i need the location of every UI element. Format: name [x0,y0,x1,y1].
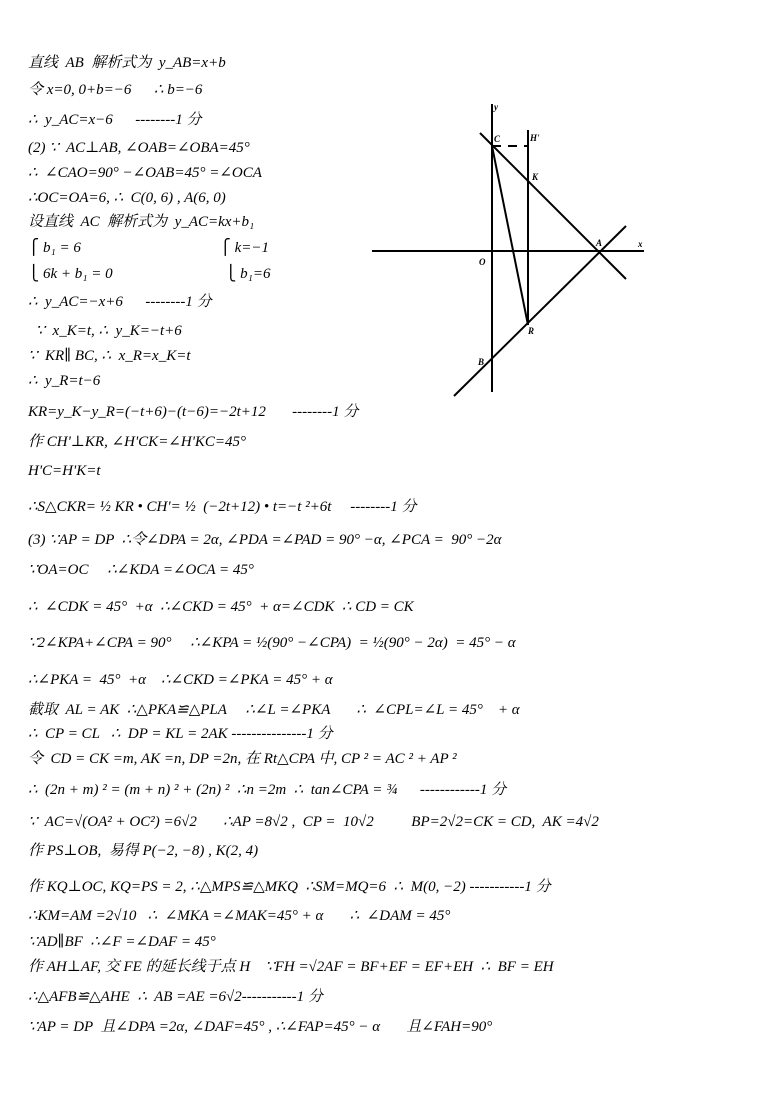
label-a: A [596,238,603,248]
solution-line-19: ∵OA=OC ∴∠KDA =∠OCA = 45° [28,562,254,578]
solution-line-4: (2) ∵ AC⊥AB, ∠OAB=∠OBA=45° [28,140,250,156]
solution-line-6: ∴OC=OA=6, ∴ C(0, 6) , A(6, 0) [28,190,226,206]
solution-line-12: ∵ KR∥ BC, ∴ x_R=x_K=t [28,348,191,364]
solution-line-3: ∴ y_AC=x−6 --------1 分 [28,112,202,128]
solution-line-23: 截取 AL = AK ∴△PKA≌△PLA ∴∠L =∠PKA ∴ ∠CPL=∠L = 45° + α [28,702,520,718]
solution-line-27: ∵ AC=√(OA² + OC²) =6√2 ∴AP =8√2 , CP = 10√2 BP=2√2=CK = CD, AK =4√2 [28,814,599,830]
solution-line-24: ∴ CP = CL ∴ DP = KL = 2AK ---------------1 分 [28,726,333,742]
solution-line-33: ∴△AFB≌△AHE ∴ AB =AE =6√2-----------1 分 [28,989,323,1005]
solution-line-20: ∴ ∠CDK = 45° +α ∴∠CKD = 45° + α=∠CDK ∴ CD = CK [28,599,414,615]
coordinate-diagram [368,100,650,400]
solution-line-8: ⎧ b₁ = 6 ⎧ k=−1 [28,240,269,256]
solution-line-31: ∵AD∥BF ∴∠F =∠DAF = 45° [28,934,216,950]
solution-line-5: ∴ ∠CAO=90° −∠OAB=45° =∠OCA [28,165,262,181]
solution-line-17: ∴S△CKR= ½ KR • CH'= ½ (−2t+12) • t=−t ²+6t --------1 分 [28,499,417,515]
solution-line-30: ∴KM=AM =2√10 ∴ ∠MKA =∠MAK=45° + α ∴ ∠DAM = 45° [28,908,451,924]
solution-line-7: 设直线 AC 解析式为 y_AC=kx+b₁ [28,214,255,230]
geometry-figure [368,100,650,400]
line-ac [480,133,626,279]
label-b: B [478,357,485,367]
solution-line-29: 作 KQ⊥OC, KQ=PS = 2, ∴△MPS≌△MKQ ∴SM=MQ=6 ∴ M(0, −2) -----------1 分 [28,879,551,895]
label-c: C [494,134,501,144]
solution-line-16: H'C=H'K=t [28,463,101,479]
label-h: H' [530,133,540,143]
label-o: O [479,257,486,267]
solution-line-32: 作 AH⊥AF, 交 FE 的延长线于点 H ∵FH =√2AF = BF+EF = EF+EH ∴ BF = EH [28,959,554,975]
solution-line-21: ∵2∠KPA+∠CPA = 90° ∴∠KPA = ½(90° −∠CPA) = ½(90° − 2α) = 45° − α [28,635,516,651]
solution-line-13: ∴ y_R=t−6 [28,373,101,389]
solution-line-15: 作 CH'⊥KR, ∠H'CK=∠H'KC=45° [28,434,247,450]
solution-line-22: ∴∠PKA = 45° +α ∴∠CKD =∠PKA = 45° + α [28,672,333,688]
label-y: y [494,102,498,112]
solution-line-11: ∵ x_K=t, ∴ y_K=−t+6 [28,323,182,339]
solution-line-26: ∴ (2n + m) ² = (m + n) ² + (2n) ² ∴n =2m ∴ tan∠CPA = ¾ ------------1 分 [28,782,507,798]
solution-line-10: ∴ y_AC=−x+6 --------1 分 [28,294,212,310]
label-r: R [528,326,535,336]
solution-line-28: 作 PS⊥OB, 易得 P(−2, −8) , K(2, 4) [28,843,259,859]
solution-line-34: ∵AP = DP 且∠DPA =2α, ∠DAF=45° , ∴∠FAP=45° − α 且∠FAH=90° [28,1019,493,1035]
solution-line-2: 令 x=0, 0+b=−6 ∴ b=−6 [28,82,203,98]
solution-line-14: KR=y_K−y_R=(−t+6)−(t−6)=−2t+12 --------1 分 [28,404,359,420]
segment-cr [492,146,528,325]
solution-line-25: 令 CD = CK =m, AK =n, DP =2n, 在 Rt△CPA 中, CP ² = AC ² + AP ² [28,751,457,767]
solution-line-1: 直线 AB 解析式为 y_AB=x+b [28,55,226,71]
solution-line-9: ⎩ 6k + b₁ = 0 ⎩ b₁=6 [28,266,271,282]
solution-line-18: (3) ∵AP = DP ∴令∠DPA = 2α, ∠PDA =∠PAD = 90° −α, ∠PCA = 90° −2α [28,532,502,548]
label-k: K [532,172,539,182]
label-x: x [638,239,643,249]
